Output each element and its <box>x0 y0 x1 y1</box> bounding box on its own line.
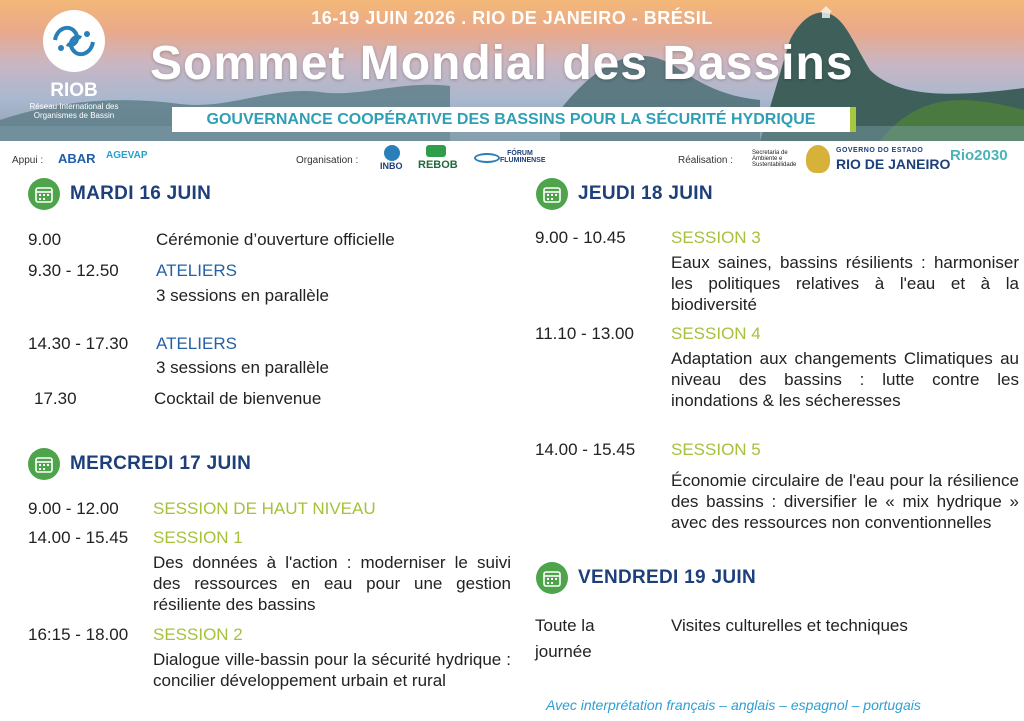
event-mercredi-3-label: SESSION 2 <box>153 625 243 644</box>
realisation-label: Réalisation : <box>678 155 734 166</box>
day-title: JEUDI 18 JUIN <box>578 183 713 204</box>
riob-fullname: Réseau International des Organismes de Bassin <box>29 102 119 120</box>
event-jeudi-2-label: SESSION 4 <box>671 324 761 343</box>
calendar-icon <box>536 562 568 594</box>
rio2030-logo: Rio2030 <box>950 147 1008 164</box>
interpretation-note: Avec interprétation français – anglais – espagnol – portugais <box>546 697 921 713</box>
event-mercredi-1-label: SESSION DE HAUT NIVEAU <box>153 499 376 518</box>
time-mercredi-3: 16:15 - 18.00 <box>28 625 129 644</box>
event-mercredi-2-detail: Des données à l'action : moderniser le suivi des ressources en eau pour une gestion résiliente des bassins <box>153 553 511 614</box>
day-header-mardi <box>28 178 211 210</box>
event-mercredi-3-detail: Dialogue ville-bassin pour la sécurité hydrique : concilier développement urbain et rural <box>153 650 511 690</box>
event-mardi-1: Cérémonie d’ouverture officielle <box>156 230 395 249</box>
time-mardi-4: 17.30 <box>34 389 77 408</box>
partner-strip <box>0 141 1024 179</box>
event-jeudi-3-detail: Économie circulaire de l'eau pour la résilience des bassins : diversifier le « mix hydrique » avec des ressources non conventionnelles <box>671 471 1019 532</box>
event-mercredi-2-label: SESSION 1 <box>153 528 243 547</box>
calendar-icon <box>536 178 568 210</box>
day-header-mercredi <box>28 448 251 480</box>
time-jeudi-3: 14.00 - 15.45 <box>535 440 636 459</box>
inbo-logo: INBO <box>380 161 403 171</box>
day-header-jeudi <box>536 178 713 210</box>
event-jeudi-1-label: SESSION 3 <box>671 228 761 247</box>
day-title: VENDREDI 19 JUIN <box>578 567 756 588</box>
rio-de-janeiro-logo: RIO DE JANEIRO <box>836 156 951 172</box>
time-jeudi-1: 9.00 - 10.45 <box>535 228 626 247</box>
event-title: Sommet Mondial des Bassins <box>150 37 854 90</box>
event-mardi-2-detail: 3 sessions en parallèle <box>156 286 329 305</box>
event-mardi-3-detail: 3 sessions en parallèle <box>156 358 329 377</box>
forum-fluminense-logo: FÓRUM FLUMINENSE <box>500 150 546 164</box>
time-mardi-3: 14.30 - 17.30 <box>28 334 129 353</box>
organisation-label: Organisation : <box>296 155 359 166</box>
event-jeudi-1-detail: Eaux saines, bassins résilients : harmoniser les politiques relatives à l'eau et à la biodiversité <box>671 253 1019 314</box>
event-subtitle: GOUVERNANCE COOPÉRATIVE DES BASSINS POUR LA SÉCURITÉ HYDRIQUE <box>172 107 856 132</box>
riob-name: RIOB <box>50 80 98 101</box>
time-mardi-1: 9.00 <box>28 230 62 249</box>
time-mardi-2: 9.30 - 12.50 <box>28 261 119 280</box>
appui-label: Appui : <box>12 155 44 166</box>
day-header-vendredi <box>536 562 756 594</box>
event-jeudi-2-detail: Adaptation aux changements Climatiques au niveau des bassins : lutte contre les inondations & les sécheresses <box>671 349 1019 410</box>
header-banner <box>0 0 1024 141</box>
rebob-logo: REBOB <box>418 159 458 171</box>
day-title: MARDI 16 JUIN <box>70 183 212 204</box>
governo-label: GOVERNO DO ESTADO <box>836 147 924 154</box>
time-mercredi-2: 14.00 - 15.45 <box>28 528 129 547</box>
calendar-icon <box>28 178 60 210</box>
event-mardi-4: Cocktail de bienvenue <box>154 389 322 408</box>
coat-of-arms-icon <box>806 145 830 173</box>
time-mercredi-1: 9.00 - 12.00 <box>28 499 119 518</box>
day-title: MERCREDI 17 JUIN <box>70 453 252 474</box>
event-jeudi-3-label: SESSION 5 <box>671 440 761 459</box>
event-mardi-3-label: ATELIERS <box>156 334 237 353</box>
time-vendredi-1b: journée <box>535 642 592 661</box>
event-dates: 16-19 JUIN 2026 . RIO DE JANEIRO - BRÉSIL <box>311 8 713 28</box>
agevap-logo: AGEVAP <box>106 150 148 161</box>
calendar-icon <box>28 448 60 480</box>
event-vendredi-1: Visites culturelles et techniques <box>671 616 908 635</box>
event-mardi-2-label: ATELIERS <box>156 261 237 280</box>
inbo-emblem-icon <box>384 145 400 161</box>
time-vendredi-1a: Toute la <box>535 616 595 635</box>
rebob-flag-icon <box>426 145 446 157</box>
forum-wave-icon <box>474 153 500 163</box>
secretaria-logo: Secretaria de Ambiente e Sustentabilidade <box>752 150 797 168</box>
time-jeudi-2: 11.10 - 13.00 <box>535 324 634 343</box>
abar-logo: ABAR <box>58 151 96 166</box>
